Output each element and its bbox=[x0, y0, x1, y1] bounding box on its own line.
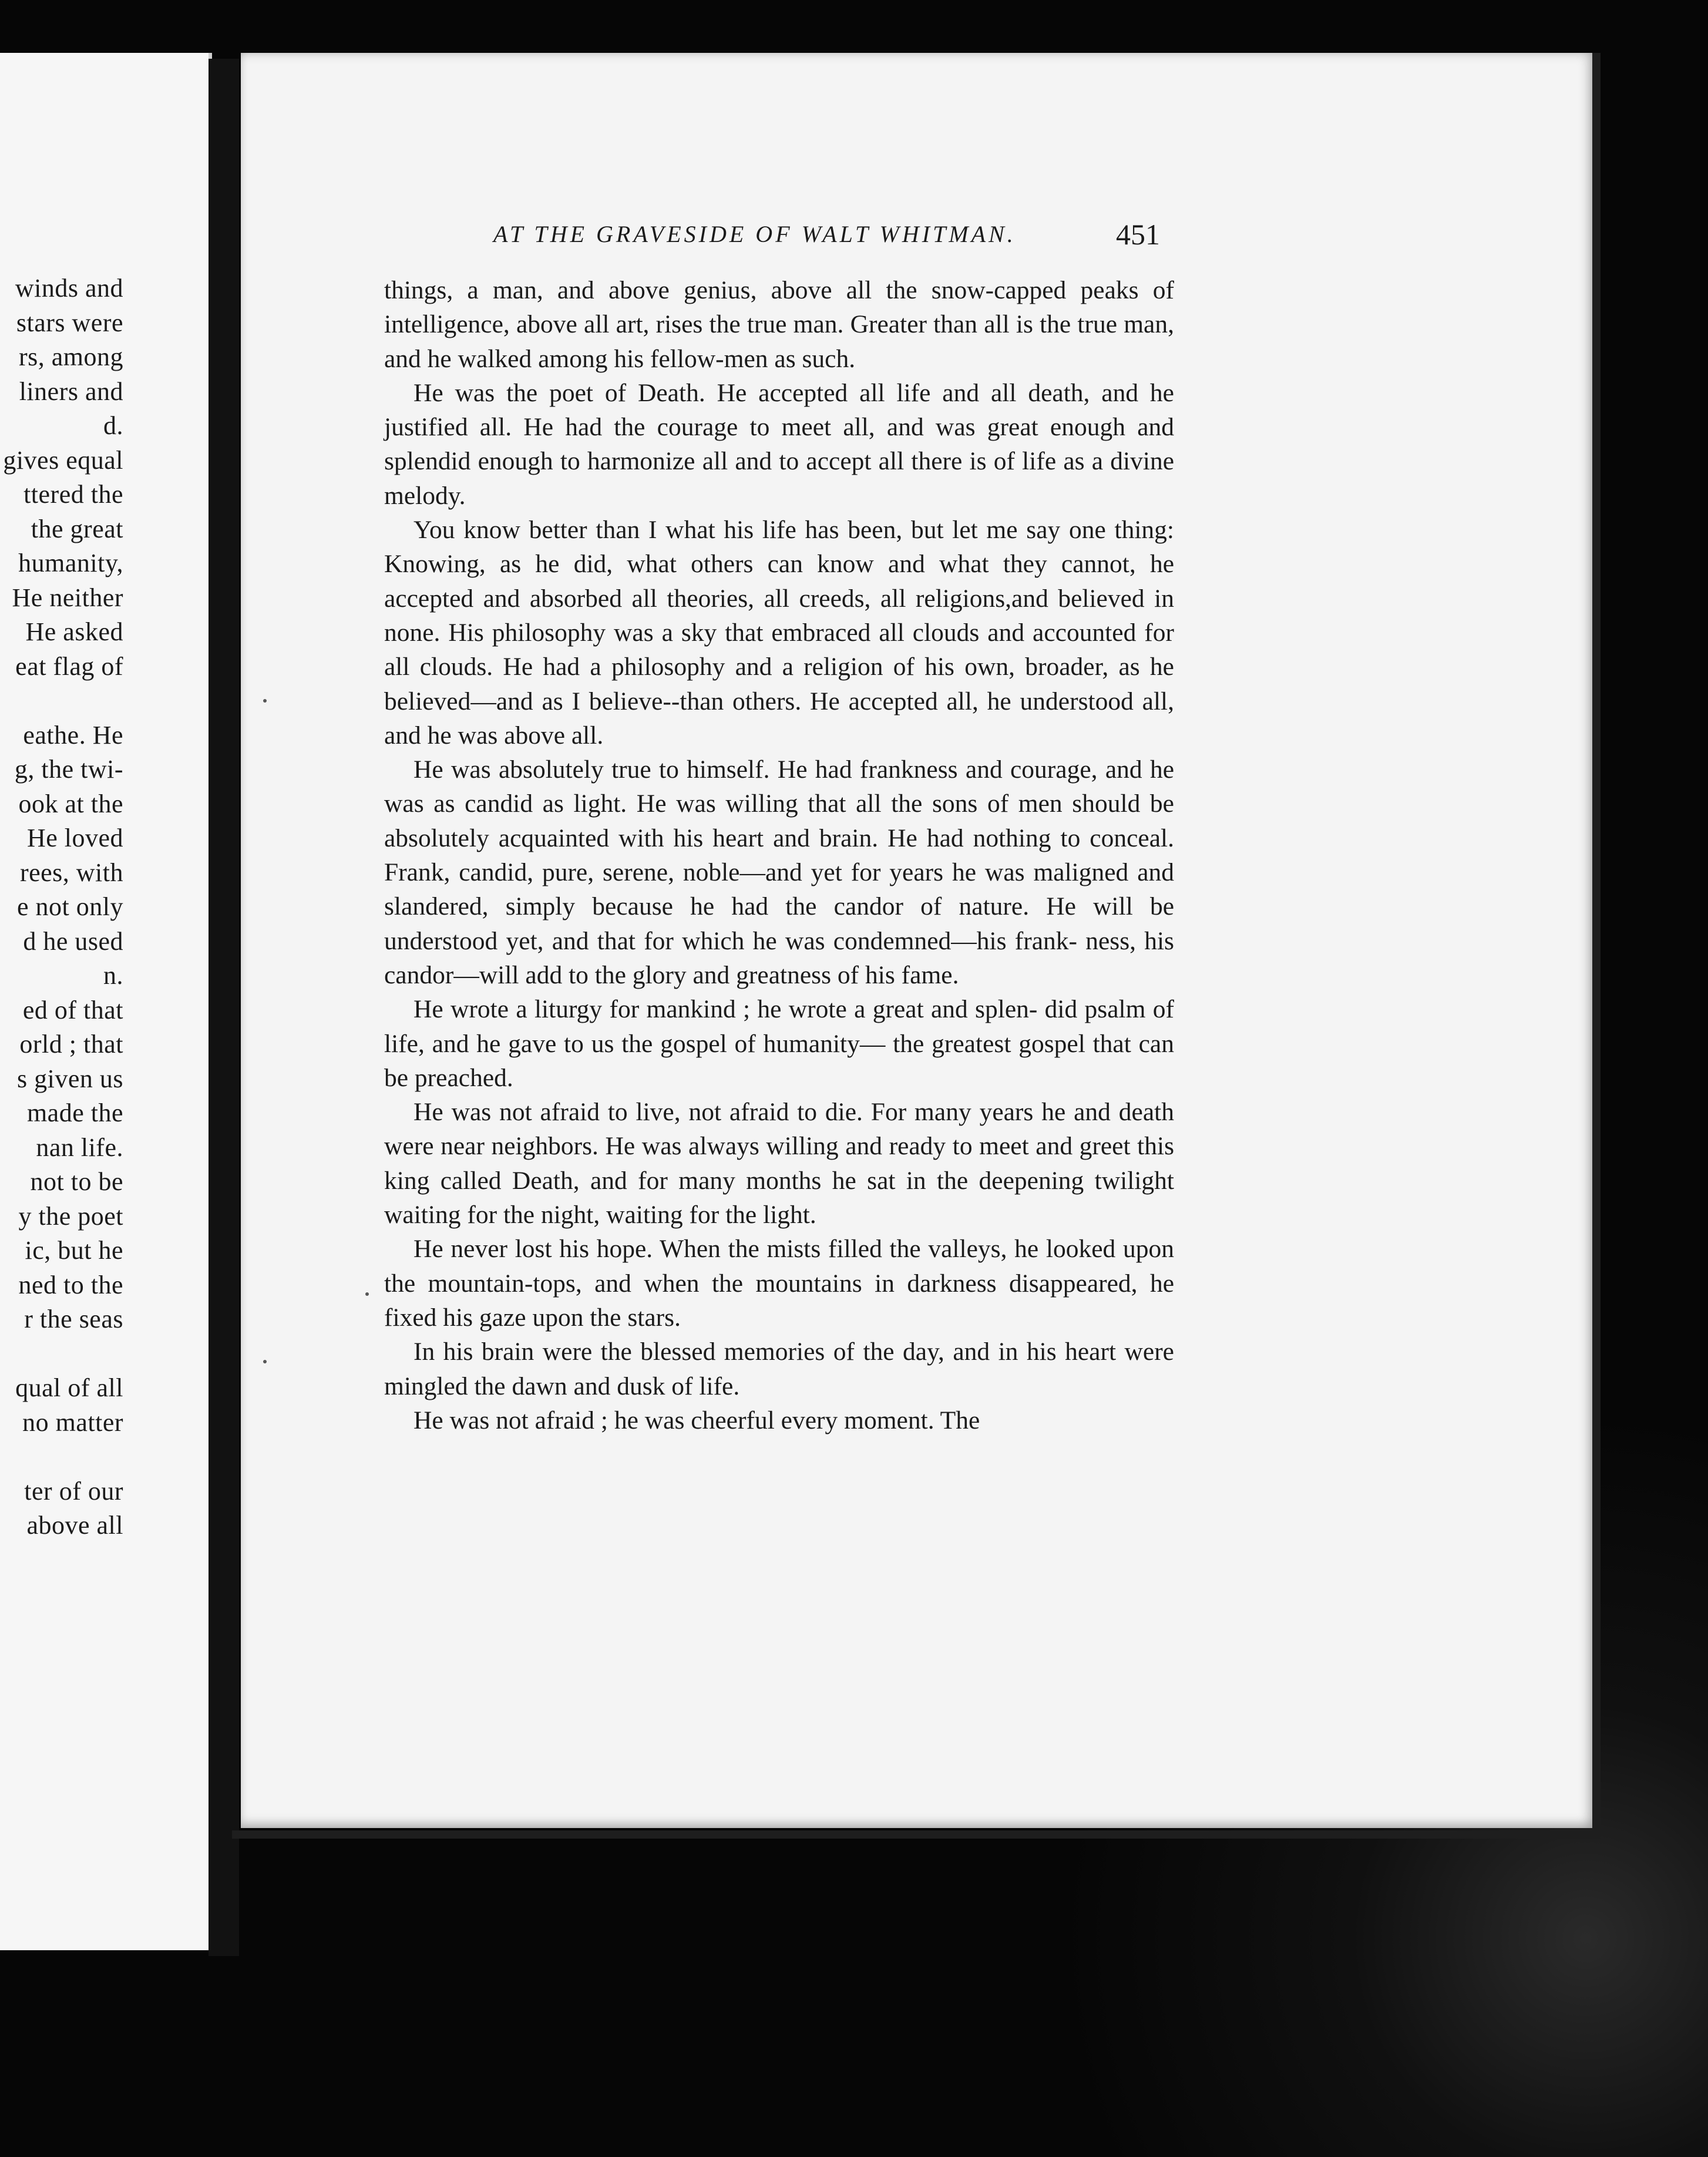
scan-speck bbox=[365, 1292, 369, 1296]
facing-page-line: gives equal bbox=[3, 445, 123, 475]
facing-page-line: y the poet bbox=[18, 1201, 123, 1231]
facing-page-line: rees, with bbox=[19, 858, 123, 887]
facing-page-line: not to be bbox=[30, 1167, 123, 1196]
facing-page-line: nan life. bbox=[36, 1133, 123, 1162]
facing-page-line: qual of all bbox=[15, 1373, 123, 1402]
facing-page-line: He neither bbox=[12, 583, 123, 612]
paragraph: He was absolutely true to himself. He had frankness and courage, and he was as candid as light. He was willing that all the sons of men should be absolutely acquainted with his heart and brain. He had nothing to conceal. Frank, candid, pure, serene, noble—and yet for years he was maligned and slandered, simply because he had the candor of nature. He will be understood yet, and that for which he was condemned—his frank- ness, his candor—will add to the glory and greatness of his fame. bbox=[384, 755, 1174, 989]
facing-page-line: eathe. He bbox=[23, 720, 123, 750]
paragraph: He was not afraid to live, not afraid to die. For many years he and death were near neighbors. He was always willing and ready to meet and greet this king called Death, and for many months he sat in the deepening twilight waiting for the night, waiting for the light. bbox=[384, 1098, 1174, 1229]
book-gutter bbox=[209, 59, 239, 1956]
paragraph: He wrote a liturgy for mankind ; he wrote a great and splen- did psalm of life, and he gave to us the gospel of humanity— the greatest gospel that can be preached. bbox=[384, 995, 1174, 1092]
facing-page-line: eat flag of bbox=[15, 651, 123, 681]
facing-page-line: g, the twi- bbox=[14, 755, 123, 784]
facing-page-line: ned to the bbox=[18, 1270, 123, 1299]
facing-page-line: rs, among bbox=[18, 342, 123, 371]
facing-page-line: above all bbox=[26, 1511, 123, 1540]
facing-page-line: liners and bbox=[19, 377, 123, 406]
facing-page-line: s given us bbox=[17, 1064, 123, 1093]
paragraph: You know better than I what his life has been, but let me say one thing: Knowing, as he did, what others can know and what they cannot, he accepted and absorbed all theories, all creeds, all religions,and believed in none. His philosophy was a sky that embraced all clouds and accounted for all clouds. He had a philosophy and a religion of his own, broader, as he believed—and as I believe--than others. He accepted all, he understood all, and he was above all. bbox=[384, 516, 1174, 750]
facing-page-line: winds and bbox=[15, 274, 123, 303]
facing-page-line: the great bbox=[31, 514, 123, 543]
facing-page-line: He asked bbox=[25, 617, 123, 646]
facing-page-line: ter of our bbox=[24, 1476, 123, 1506]
facing-page-line: d he used bbox=[23, 926, 123, 956]
facing-page-left bbox=[0, 53, 212, 1950]
facing-page-line: n. bbox=[103, 961, 123, 990]
facing-page-line: ic, but he bbox=[25, 1236, 123, 1265]
facing-page-line: stars were bbox=[16, 308, 123, 337]
facing-page-line: r the seas bbox=[24, 1305, 123, 1333]
paragraph: In his brain were the blessed memories of the day, and in his heart were mingled the dawn and dusk of life. bbox=[384, 1338, 1174, 1400]
facing-page-line: He loved bbox=[26, 824, 123, 852]
scan-speck bbox=[263, 1360, 267, 1363]
facing-page-line: orld ; that bbox=[19, 1030, 123, 1059]
facing-page-line: d. bbox=[103, 411, 123, 440]
scan-speck bbox=[263, 699, 267, 703]
page-number: 451 bbox=[1116, 218, 1160, 251]
paragraph: things, a man, and above genius, above all the snow-capped peaks of intelligence, above all art, rises the true man. Greater than all is the true man, and he walked among his fellow-men as such. bbox=[384, 276, 1174, 373]
facing-page-line: ed of that bbox=[22, 995, 123, 1024]
facing-page-line: ook at the bbox=[18, 789, 123, 818]
facing-page-line: made the bbox=[26, 1098, 123, 1127]
facing-page-line: e not only bbox=[17, 892, 123, 921]
facing-page-line: ttered the bbox=[23, 480, 123, 509]
facing-page-line: no matter bbox=[22, 1407, 123, 1437]
facing-page-line: humanity, bbox=[18, 549, 123, 577]
paragraph: He was not afraid ; he was cheerful every moment. The bbox=[413, 1406, 980, 1434]
paragraph: He was the poet of Death. He accepted all life and all death, and he justified all. He had the courage to meet all, and was great enough and splendid enough to harmonize all and to accept all there is of life as a divine melody. bbox=[384, 378, 1174, 510]
paragraph: He never lost his hope. When the mists filled the valleys, he looked upon the mountain-tops, and when the mountains in darkness disappeared, he fixed his gaze upon the stars. bbox=[384, 1235, 1174, 1332]
running-head: AT THE GRAVESIDE OF WALT WHITMAN. bbox=[493, 221, 1016, 247]
body-text bbox=[384, 273, 1174, 1437]
